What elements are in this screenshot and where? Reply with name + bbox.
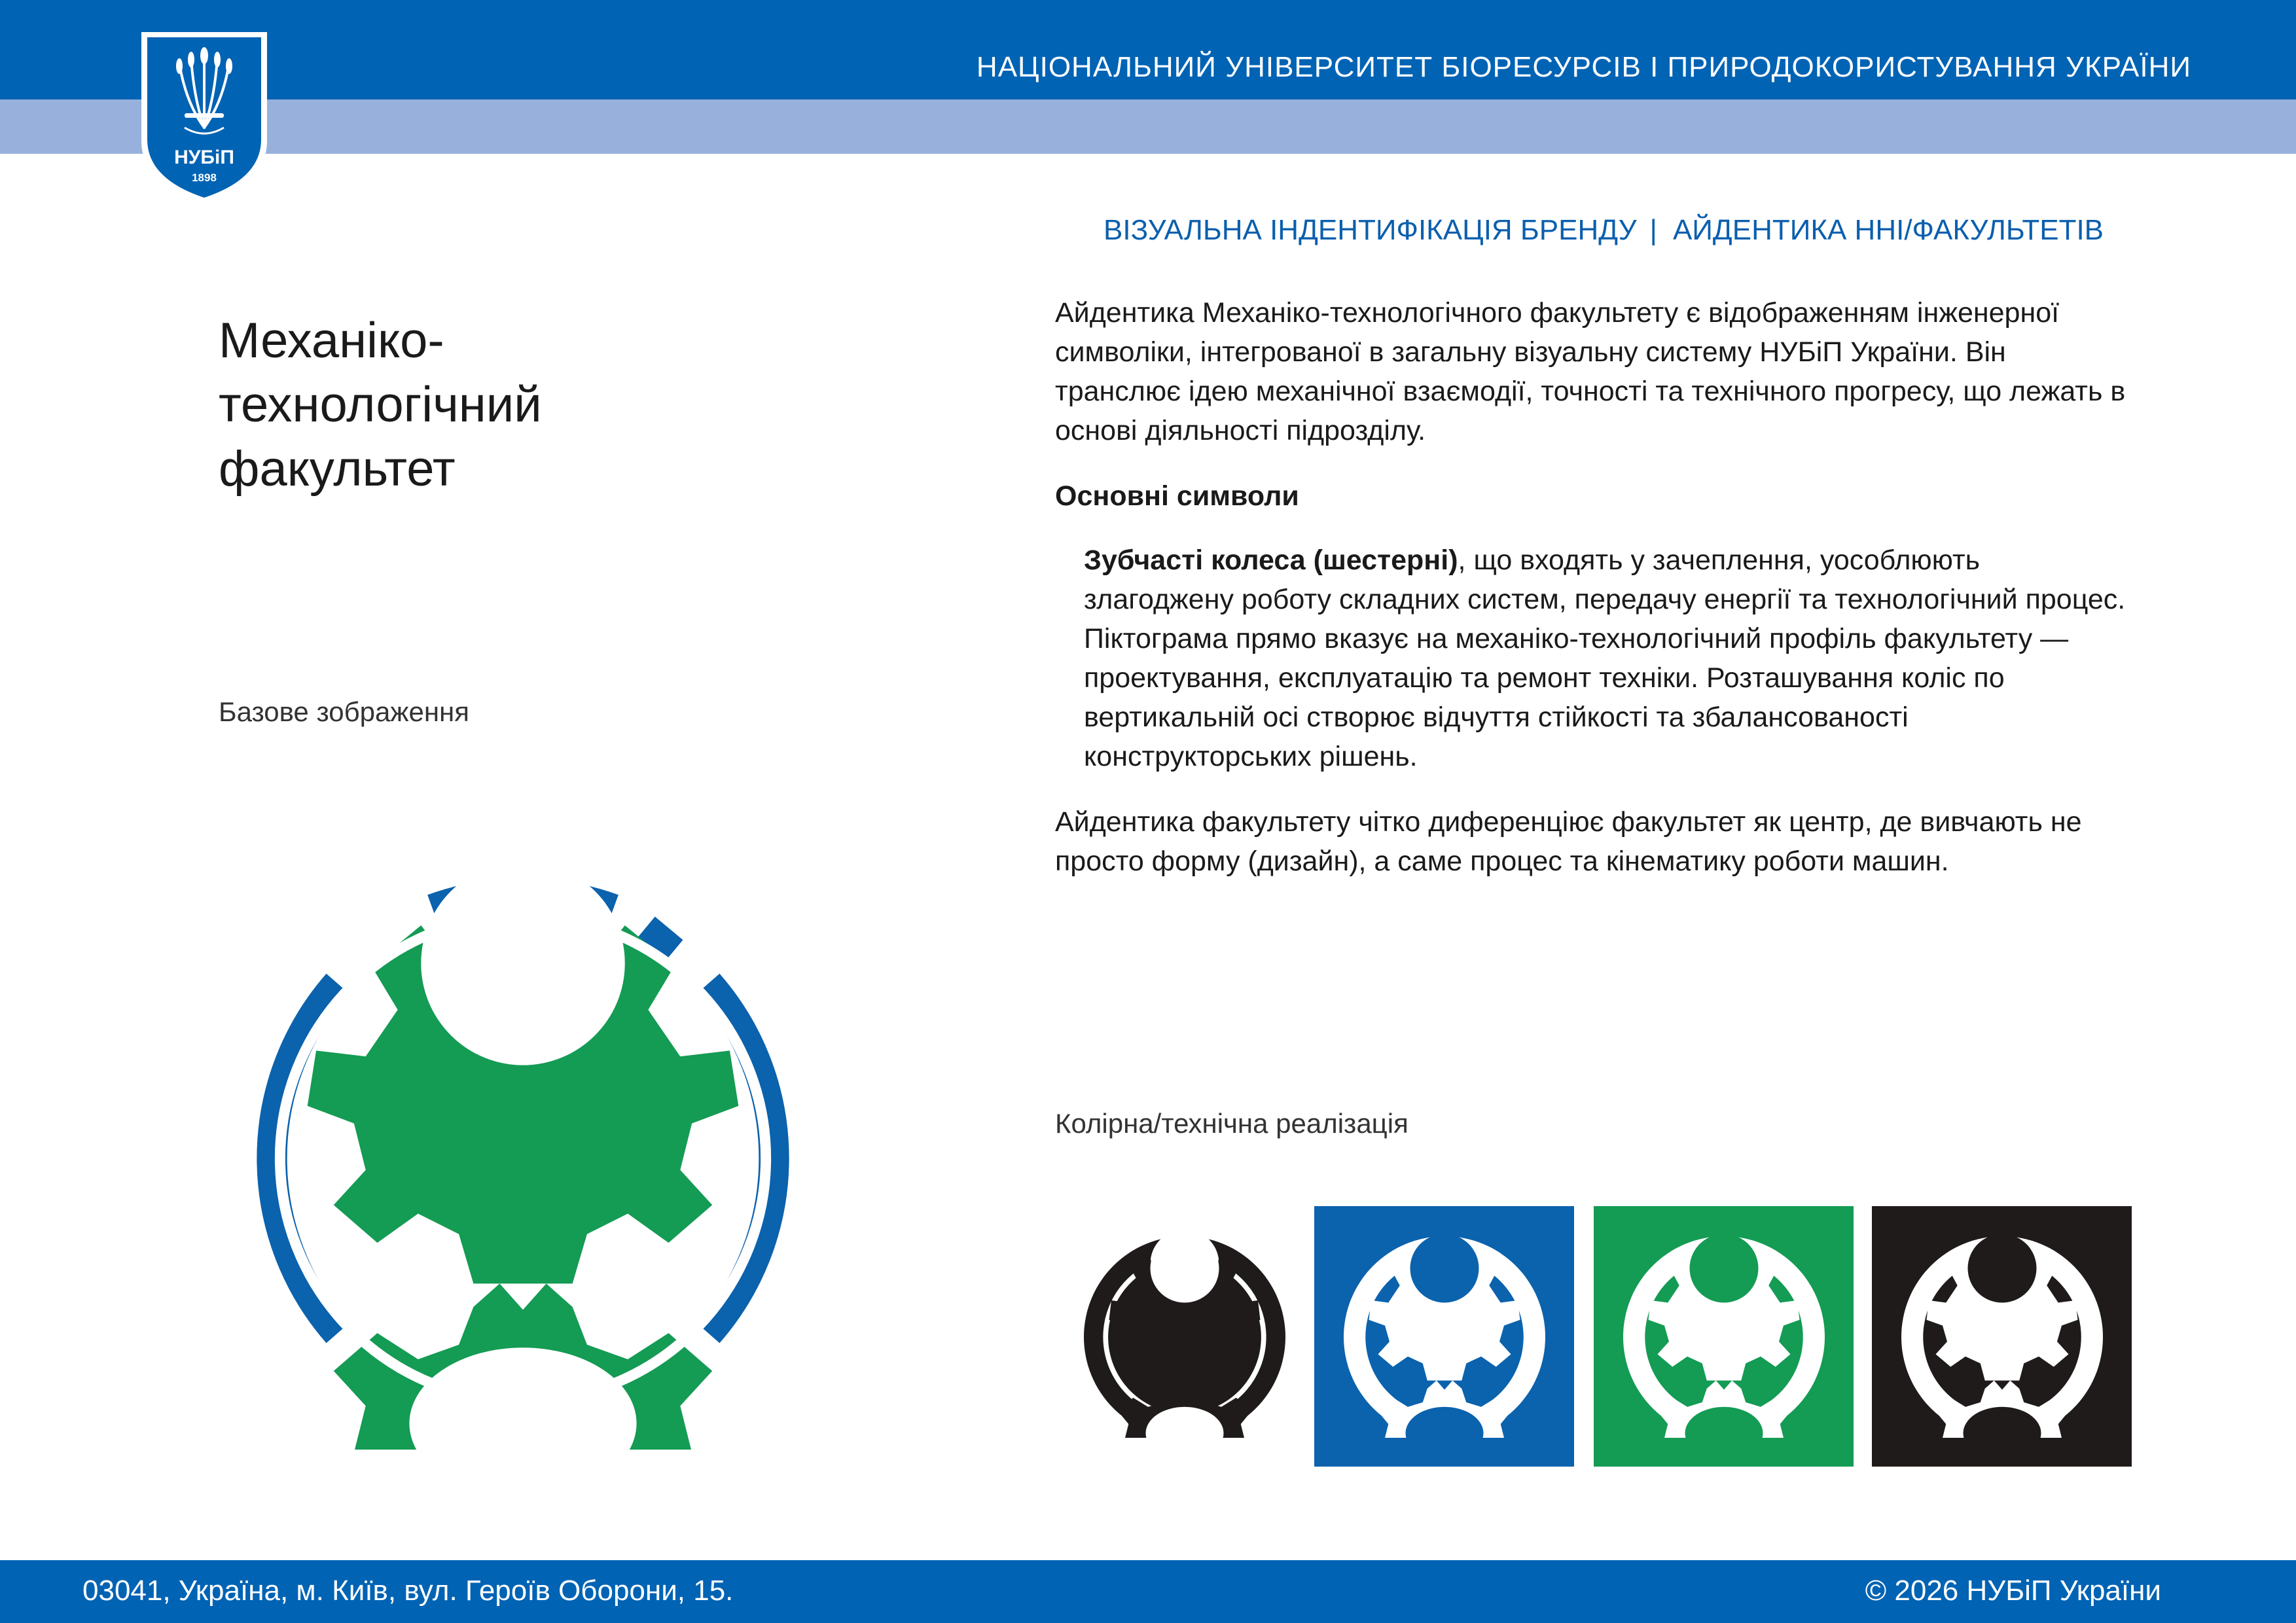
gear-emblem-white-black	[1888, 1222, 2117, 1452]
footer-copyright: © 2026 НУБіП України	[1865, 1575, 2161, 1607]
variant-white-on-blue	[1314, 1206, 1574, 1467]
university-name: НАЦІОНАЛЬНИЙ УНІВЕРСИТЕТ БІОРЕСУРСІВ І ПРИРОДОКОРИСТУВАННЯ УКРАЇНИ	[976, 51, 2191, 83]
faculty-title	[219, 309, 677, 501]
subtitle-separator: |	[1649, 214, 1657, 246]
symbol-description	[1084, 541, 2128, 776]
color-realization-label: Колірна/технічна реалізація	[1055, 1108, 1408, 1139]
gear-emblem-black	[1070, 1222, 1299, 1452]
university-crest-logo	[139, 29, 270, 207]
variant-black-on-white	[1054, 1206, 1314, 1467]
subtitle-faculty-identity: АЙДЕНТИКА ННІ/ФАКУЛЬТЕТІВ	[1672, 214, 2104, 246]
faculty-title-line-2: технологічний	[219, 377, 542, 433]
conclusion-paragraph: Айдентика факультету чітко диференціює факультет як центр, де вивчають не просто форму (дизайн), а саме процес та кінематику роботи машин.	[1055, 806, 2082, 877]
description-text	[1055, 293, 2128, 881]
footer-address: 03041, Україна, м. Київ, вул. Героїв Оборони, 15.	[82, 1575, 734, 1607]
variant-white-on-green	[1594, 1206, 1854, 1467]
gear-emblem-white-blue	[1330, 1222, 1559, 1452]
crest-abbr: НУБіП	[174, 147, 234, 168]
gear-emblem-graphic	[232, 867, 814, 1450]
gear-emblem-white-green	[1609, 1222, 1839, 1452]
section-heading-main-symbols: Основні символи	[1055, 480, 1299, 512]
variant-white-on-black	[1872, 1206, 2132, 1467]
base-image-label: Базове зображення	[219, 696, 469, 727]
symbol-term: Зубчасті колеса (шестерні)	[1084, 544, 1458, 576]
header-subtitle	[1103, 214, 2104, 247]
faculty-gear-emblem	[232, 867, 814, 1450]
crest-year: 1898	[192, 171, 217, 184]
header-bar	[0, 0, 2296, 99]
symbol-explanation: , що входять у зачеплення, уособлюють злагоджену роботу складних систем, передачу енергії та технологічний процес. Піктограма прямо вказує на механіко-технологічний профіль факультету — проектування, експлуатацію та ремонт техніки. Розташування коліс по вертикальній осі створює відчуття стійкості та збалансованості конструкторських рішень.	[1084, 544, 2126, 772]
footer-bar	[0, 1560, 2296, 1623]
subtitle-brand-identity: ВІЗУАЛЬНА ІНДЕНТИФІКАЦІЯ БРЕНДУ	[1103, 214, 1637, 246]
intro-paragraph: Айдентика Механіко-технологічного факультету є відображенням інженерної символіки, інтегрованої в загальну візуальну систему НУБіП України. Він транслює ідею механічної взаємодії, точності та технічного прогресу, що лежать в основі діяльності підрозділу.	[1055, 297, 2126, 446]
faculty-title-line-3: факультет	[219, 441, 456, 497]
faculty-title-line-1: Механіко-	[219, 313, 444, 368]
